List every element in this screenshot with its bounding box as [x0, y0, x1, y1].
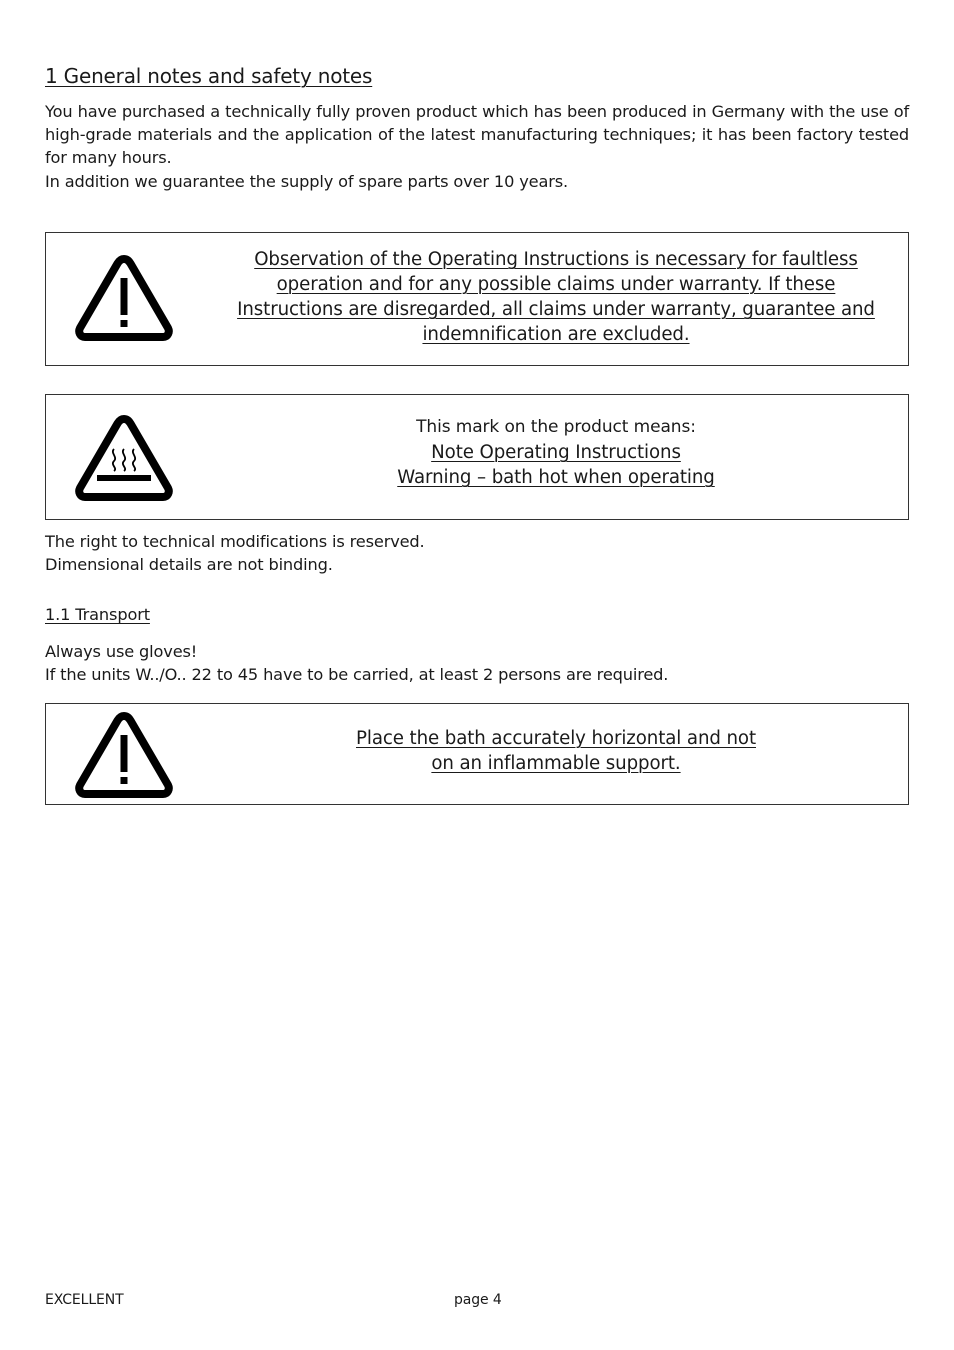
note-line: Dimensional details are not binding.	[45, 555, 333, 575]
transport-line: Always use gloves!	[45, 642, 198, 661]
subsection-heading: 1.1 Transport	[45, 605, 150, 624]
warning-line: Warning – bath hot when operating	[397, 467, 715, 488]
hot-surface-warning-icon	[74, 413, 174, 503]
warning-box-instructions	[45, 232, 909, 366]
transport-line: If the units W../O.. 22 to 45 have to be carried, at least 2 persons are required.	[45, 665, 669, 685]
warning-box-hot-bath	[45, 394, 909, 520]
warning-line: operation and for any possible claims under warranty. If these	[276, 274, 836, 295]
warning-line: on an inflammable support.	[431, 753, 681, 774]
warning-line: indemnification are excluded.	[422, 324, 690, 345]
transport-paragraph	[45, 640, 668, 686]
warning-triangle-exclamation-icon	[74, 710, 174, 800]
section-heading: 1 General notes and safety notes	[45, 64, 373, 88]
warning-line: Place the bath accurately horizontal and not	[356, 728, 756, 749]
notes-paragraph	[45, 530, 425, 576]
intro-paragraph	[45, 100, 909, 193]
warning-message-hot-bath	[214, 415, 898, 490]
note-line: The right to technical modifications is reserved.	[45, 532, 425, 551]
warning-triangle-exclamation-icon	[74, 253, 174, 343]
warning-line: This mark on the product means:	[416, 417, 696, 437]
warning-message-placement	[214, 726, 898, 776]
page-number: page 4	[454, 1292, 502, 1308]
warning-line: Instructions are disregarded, all claims under warranty, guarantee and	[237, 299, 875, 320]
warning-line: Note Operating Instructions	[431, 442, 681, 463]
warning-line: Observation of the Operating Instructions is necessary for faultless	[254, 249, 858, 270]
spare-parts-text: In addition we guarantee the supply of spare parts over 10 years.	[45, 171, 569, 191]
warning-box-placement	[45, 703, 909, 805]
intro-text: You have purchased a technically fully proven product which has been produced in Germany with the use of high-grade materials and the application of the latest manufacturing techniques; it has been factory tested for many hours.	[45, 102, 909, 168]
warning-message-instructions	[214, 247, 898, 347]
footer-brand: EXCELLENT	[45, 1292, 124, 1308]
